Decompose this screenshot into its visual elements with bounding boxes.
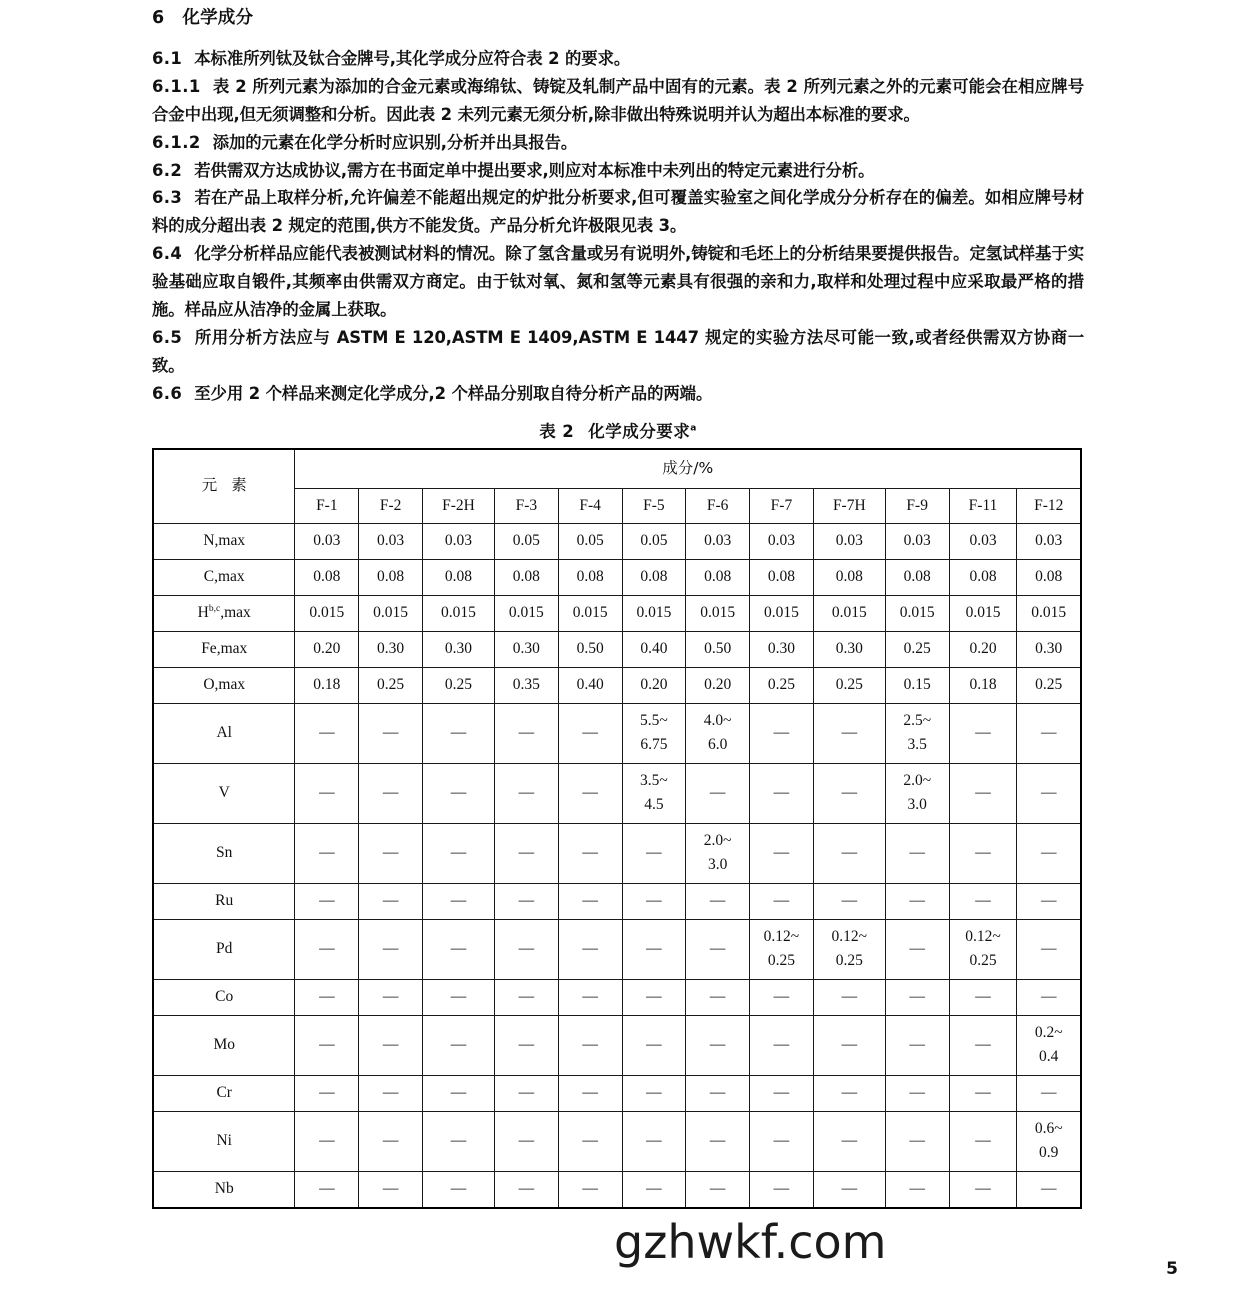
cell-empty: — [422,1075,494,1111]
cell-empty: — [295,763,359,823]
cell-empty: — [885,919,949,979]
cell-empty: — [622,1015,686,1075]
cell-empty: — [295,1015,359,1075]
cell-empty: — [422,1015,494,1075]
cell-value: 0.30 [750,631,814,667]
row-element-name: H$^{b,c}$,max [153,595,295,631]
row-element-name: Cr [153,1075,295,1111]
header-grade-f-3: F-3 [494,488,558,523]
cell-value: 0.15 [885,667,949,703]
cell-value: 0.30 [1017,631,1081,667]
cell-empty: — [949,1015,1017,1075]
cell-empty: — [359,1015,423,1075]
table-caption-label: 表 [539,421,557,441]
cell-empty: — [359,979,423,1015]
cell-empty: — [949,883,1017,919]
cell-empty: — [359,823,423,883]
cell-value: 0.015 [885,595,949,631]
cell-value: 0.015 [494,595,558,631]
cell-empty: — [686,1171,750,1208]
cell-empty: — [813,703,885,763]
cell-value: 0.015 [686,595,750,631]
clause-number: 6.5 [152,327,183,347]
header-grade-f-11: F-11 [949,488,1017,523]
cell-value: 0.08 [949,559,1017,595]
cell-empty: — [558,1075,622,1111]
row-element-name: Pd [153,919,295,979]
cell-value: 0.25 [1017,667,1081,703]
cell-value: 0.20 [622,667,686,703]
cell-empty: — [949,703,1017,763]
table-row [153,883,1081,919]
cell-empty: — [558,763,622,823]
cell-value: 0.05 [558,523,622,559]
cell-empty: — [622,1111,686,1171]
cell-empty: — [686,919,750,979]
cell-empty: — [422,1111,494,1171]
cell-value: 0.03 [686,523,750,559]
cell-empty: — [558,1111,622,1171]
cell-value: 0.03 [750,523,814,559]
cell-empty: — [494,1171,558,1208]
header-grade-f-12: F-12 [1017,488,1081,523]
cell-empty: — [622,979,686,1015]
clause-number: 6.6 [152,383,183,403]
clause-number: 6.3 [152,188,183,208]
table-row [153,1111,1081,1171]
clause-text: 若供需双方达成协议,需方在书面定单中提出要求,则应对本标准中未列出的特定元素进行分析。 [194,160,875,180]
cell-empty: — [750,1015,814,1075]
cell-empty: — [359,703,423,763]
table-header [153,449,1081,524]
row-element-name: N,max [153,523,295,559]
cell-value: 0.08 [1017,559,1081,595]
table-row [153,667,1081,703]
cell-empty: — [422,703,494,763]
cell-value: 0.2~ 0.4 [1017,1015,1081,1075]
cell-value: 5.5~ 6.75 [622,703,686,763]
cell-empty: — [295,919,359,979]
clause-number: 6.4 [152,244,183,264]
row-element-name: Ni [153,1111,295,1171]
section-title: 化学成分 [182,8,254,28]
cell-empty: — [885,883,949,919]
header-grade-f-5: F-5 [622,488,686,523]
clause-number: 6.1 [152,49,183,68]
cell-empty: — [750,1111,814,1171]
cell-value: 0.08 [750,559,814,595]
section-number: 6 [152,8,165,28]
clause-text: 添加的元素在化学分析时应识别,分析并出具报告。 [212,132,578,152]
cell-empty: — [885,1111,949,1171]
cell-value: 0.50 [558,631,622,667]
cell-empty: — [558,883,622,919]
row-element-name: Ru [153,883,295,919]
cell-empty: — [813,763,885,823]
cell-value: 0.6~ 0.9 [1017,1111,1081,1171]
cell-value: 0.03 [295,523,359,559]
cell-empty: — [1017,763,1081,823]
cell-empty: — [813,1015,885,1075]
cell-empty: — [949,763,1017,823]
cell-value: 0.03 [949,523,1017,559]
cell-empty: — [494,823,558,883]
cell-empty: — [422,979,494,1015]
row-element-name: Mo [153,1015,295,1075]
cell-value: 4.0~ 6.0 [686,703,750,763]
cell-empty: — [295,1171,359,1208]
row-element-name: O,max [153,667,295,703]
cell-empty: — [750,1171,814,1208]
cell-value: 0.25 [813,667,885,703]
table-header-row-group [153,449,1081,489]
cell-empty: — [494,919,558,979]
page-number: 5 [1166,1259,1178,1279]
clause-6-4 [152,240,1084,324]
cell-empty: — [686,883,750,919]
cell-empty: — [813,1075,885,1111]
cell-empty: — [949,979,1017,1015]
table-row [153,823,1081,883]
clause-6-2 [152,157,1084,185]
table-row [153,919,1081,979]
cell-value: 0.015 [558,595,622,631]
clause-6-6 [152,380,1084,408]
clause-number: 6.1.1 [152,76,201,96]
clause-text: 所用分析方法应与 ASTM E 120,ASTM E 1409,ASTM E 1447 规定的实验方法尽可能一致,或者经供需双方协商一致。 [152,327,1084,375]
cell-value: 0.015 [813,595,885,631]
cell-empty: — [494,1111,558,1171]
cell-value: 0.25 [359,667,423,703]
cell-value: 0.015 [359,595,423,631]
cell-empty: — [359,763,423,823]
cell-empty: — [494,703,558,763]
cell-empty: — [813,883,885,919]
cell-empty: — [359,883,423,919]
cell-empty: — [359,1111,423,1171]
cell-value: 0.03 [359,523,423,559]
cell-empty: — [558,979,622,1015]
clause-text: 若在产品上取样分析,允许偏差不能超出规定的炉批分析要求,但可覆盖实验室之间化学成分分析存在的偏差。如相应牌号材料的成分超出表 2 规定的范围,供方不能发货。产品分析允许极限见表 3。 [152,188,1084,236]
cell-value: 0.20 [295,631,359,667]
cell-empty: — [885,823,949,883]
cell-value: 0.08 [359,559,423,595]
header-grade-f-2: F-2 [359,488,423,523]
table-caption-title: 化学成分要求 [588,421,691,441]
cell-value: 0.015 [949,595,1017,631]
watermark: gzhwkf.com [614,1215,887,1269]
cell-value: 2.5~ 3.5 [885,703,949,763]
cell-value: 0.18 [295,667,359,703]
cell-empty: — [885,1015,949,1075]
table-row [153,1075,1081,1111]
row-element-name: Sn [153,823,295,883]
page-content [152,8,1084,1209]
cell-empty: — [494,883,558,919]
cell-value: 0.015 [750,595,814,631]
cell-empty: — [813,823,885,883]
cell-empty: — [885,979,949,1015]
cell-value: 0.015 [422,595,494,631]
table-row [153,703,1081,763]
cell-value: 0.08 [686,559,750,595]
clause-text: 至少用 2 个样品来测定化学成分,2 个样品分别取自待分析产品的两端。 [194,383,713,403]
cell-empty: — [750,703,814,763]
header-grade-f-1: F-1 [295,488,359,523]
table-caption-footnote-marker: a [690,423,697,434]
cell-empty: — [295,883,359,919]
table-row [153,1015,1081,1075]
header-grade-f-9: F-9 [885,488,949,523]
cell-empty: — [359,1171,423,1208]
header-grade-f-7h: F-7H [813,488,885,523]
cell-value: 0.05 [494,523,558,559]
cell-empty: — [949,1075,1017,1111]
cell-empty: — [622,919,686,979]
cell-value: 0.30 [359,631,423,667]
cell-value: 0.30 [494,631,558,667]
cell-value: 0.50 [686,631,750,667]
table-row [153,523,1081,559]
cell-value: 0.05 [622,523,686,559]
cell-empty: — [750,979,814,1015]
cell-value: 0.40 [558,667,622,703]
clause-text: 表 2 所列元素为添加的合金元素或海绵钛、铸锭及轧制产品中固有的元素。表 2 所列元素之外的元素可能会在相应牌号合金中出现,但无须调整和分析。因此表 2 未列元素无须分析,除非做出特殊说明并认为超出本标准的要求。 [152,76,1084,124]
cell-empty: — [422,919,494,979]
header-composition-group: 成分/% [295,449,1081,489]
cell-value: 0.08 [813,559,885,595]
cell-value: 0.25 [422,667,494,703]
cell-empty: — [558,823,622,883]
cell-empty: — [295,979,359,1015]
cell-empty: — [1017,919,1081,979]
cell-value: 3.5~ 4.5 [622,763,686,823]
cell-value: 0.03 [813,523,885,559]
table-row [153,979,1081,1015]
clause-6-3 [152,184,1084,240]
cell-empty: — [422,823,494,883]
cell-value: 0.30 [422,631,494,667]
cell-empty: — [1017,823,1081,883]
cell-empty: — [949,1111,1017,1171]
cell-empty: — [295,1111,359,1171]
cell-empty: — [494,979,558,1015]
header-grade-f-6: F-6 [686,488,750,523]
cell-empty: — [494,763,558,823]
cell-value: 0.12~ 0.25 [813,919,885,979]
cell-empty: — [422,1171,494,1208]
cell-value: 2.0~ 3.0 [885,763,949,823]
cell-empty: — [949,823,1017,883]
cell-empty: — [622,823,686,883]
cell-value: 0.40 [622,631,686,667]
cell-empty: — [558,703,622,763]
table-caption [152,418,1084,442]
cell-empty: — [885,1171,949,1208]
cell-empty: — [295,703,359,763]
chemical-composition-table [152,448,1082,1209]
cell-empty: — [359,1075,423,1111]
clause-6-1-1 [152,73,1084,129]
cell-empty: — [1017,883,1081,919]
header-grade-f-4: F-4 [558,488,622,523]
cell-empty: — [813,1171,885,1208]
cell-empty: — [686,979,750,1015]
clause-list [152,45,1084,408]
cell-empty: — [558,1171,622,1208]
cell-value: 0.03 [422,523,494,559]
cell-value: 0.08 [494,559,558,595]
cell-value: 0.25 [750,667,814,703]
table-row [153,595,1081,631]
cell-value: 0.18 [949,667,1017,703]
cell-empty: — [622,1171,686,1208]
cell-empty: — [1017,979,1081,1015]
cell-empty: — [295,823,359,883]
cell-empty: — [359,919,423,979]
cell-empty: — [622,1075,686,1111]
cell-empty: — [750,883,814,919]
clause-6-1-2 [152,129,1084,157]
cell-value: 0.08 [558,559,622,595]
cell-value: 0.03 [885,523,949,559]
cell-value: 0.30 [813,631,885,667]
cell-empty: — [686,1111,750,1171]
row-element-name: Al [153,703,295,763]
cell-value: 0.20 [949,631,1017,667]
cell-value: 0.08 [422,559,494,595]
cell-empty: — [686,1015,750,1075]
cell-empty: — [750,823,814,883]
cell-value: 0.08 [885,559,949,595]
table-body [153,523,1081,1208]
cell-empty: — [494,1075,558,1111]
cell-value: 0.12~ 0.25 [949,919,1017,979]
clause-6-5 [152,324,1084,380]
cell-empty: — [494,1015,558,1075]
clause-number: 6.1.2 [152,132,201,152]
cell-value: 0.015 [1017,595,1081,631]
row-element-name: V [153,763,295,823]
cell-empty: — [558,1015,622,1075]
cell-empty: — [1017,703,1081,763]
section-heading [152,8,1084,29]
header-grade-f-7: F-7 [750,488,814,523]
cell-empty: — [686,1075,750,1111]
cell-empty: — [622,883,686,919]
row-element-name: C,max [153,559,295,595]
header-element-column: 元素 [153,449,295,524]
table-row [153,1171,1081,1208]
row-element-name: Fe,max [153,631,295,667]
cell-empty: — [813,979,885,1015]
clause-6-1 [152,45,1084,73]
cell-value: 0.015 [622,595,686,631]
cell-value: 0.03 [1017,523,1081,559]
table-row [153,559,1081,595]
header-grade-f-2h: F-2H [422,488,494,523]
clause-text: 本标准所列钛及钛合金牌号,其化学成分应符合表 2 的要求。 [194,49,631,68]
cell-empty: — [295,1075,359,1111]
table-caption-number: 2 [562,421,575,441]
cell-empty: — [949,1171,1017,1208]
cell-value: 0.015 [295,595,359,631]
cell-empty: — [558,919,622,979]
clause-number: 6.2 [152,160,183,180]
cell-empty: — [750,1075,814,1111]
cell-empty: — [885,1075,949,1111]
table-row [153,631,1081,667]
cell-empty: — [1017,1075,1081,1111]
cell-value: 0.20 [686,667,750,703]
cell-empty: — [422,883,494,919]
cell-empty: — [750,763,814,823]
table-row [153,763,1081,823]
cell-value: 0.25 [885,631,949,667]
cell-value: 0.08 [622,559,686,595]
cell-value: 0.12~ 0.25 [750,919,814,979]
cell-empty: — [1017,1171,1081,1208]
cell-empty: — [813,1111,885,1171]
cell-value: 2.0~ 3.0 [686,823,750,883]
cell-value: 0.08 [295,559,359,595]
clause-text: 化学分析样品应能代表被测试材料的情况。除了氢含量或另有说明外,铸锭和毛坯上的分析结果要提供报告。定氢试样基于实验基础应取自锻件,其频率由供需双方商定。由于钛对氧、氮和氢等元素具有很强的亲和力,取样和处理过程中应采取最严格的措施。样品应从洁净的金属上获取。 [152,244,1084,320]
row-element-name: Nb [153,1171,295,1208]
row-element-name: Co [153,979,295,1015]
cell-empty: — [686,763,750,823]
cell-empty: — [422,763,494,823]
cell-value: 0.35 [494,667,558,703]
